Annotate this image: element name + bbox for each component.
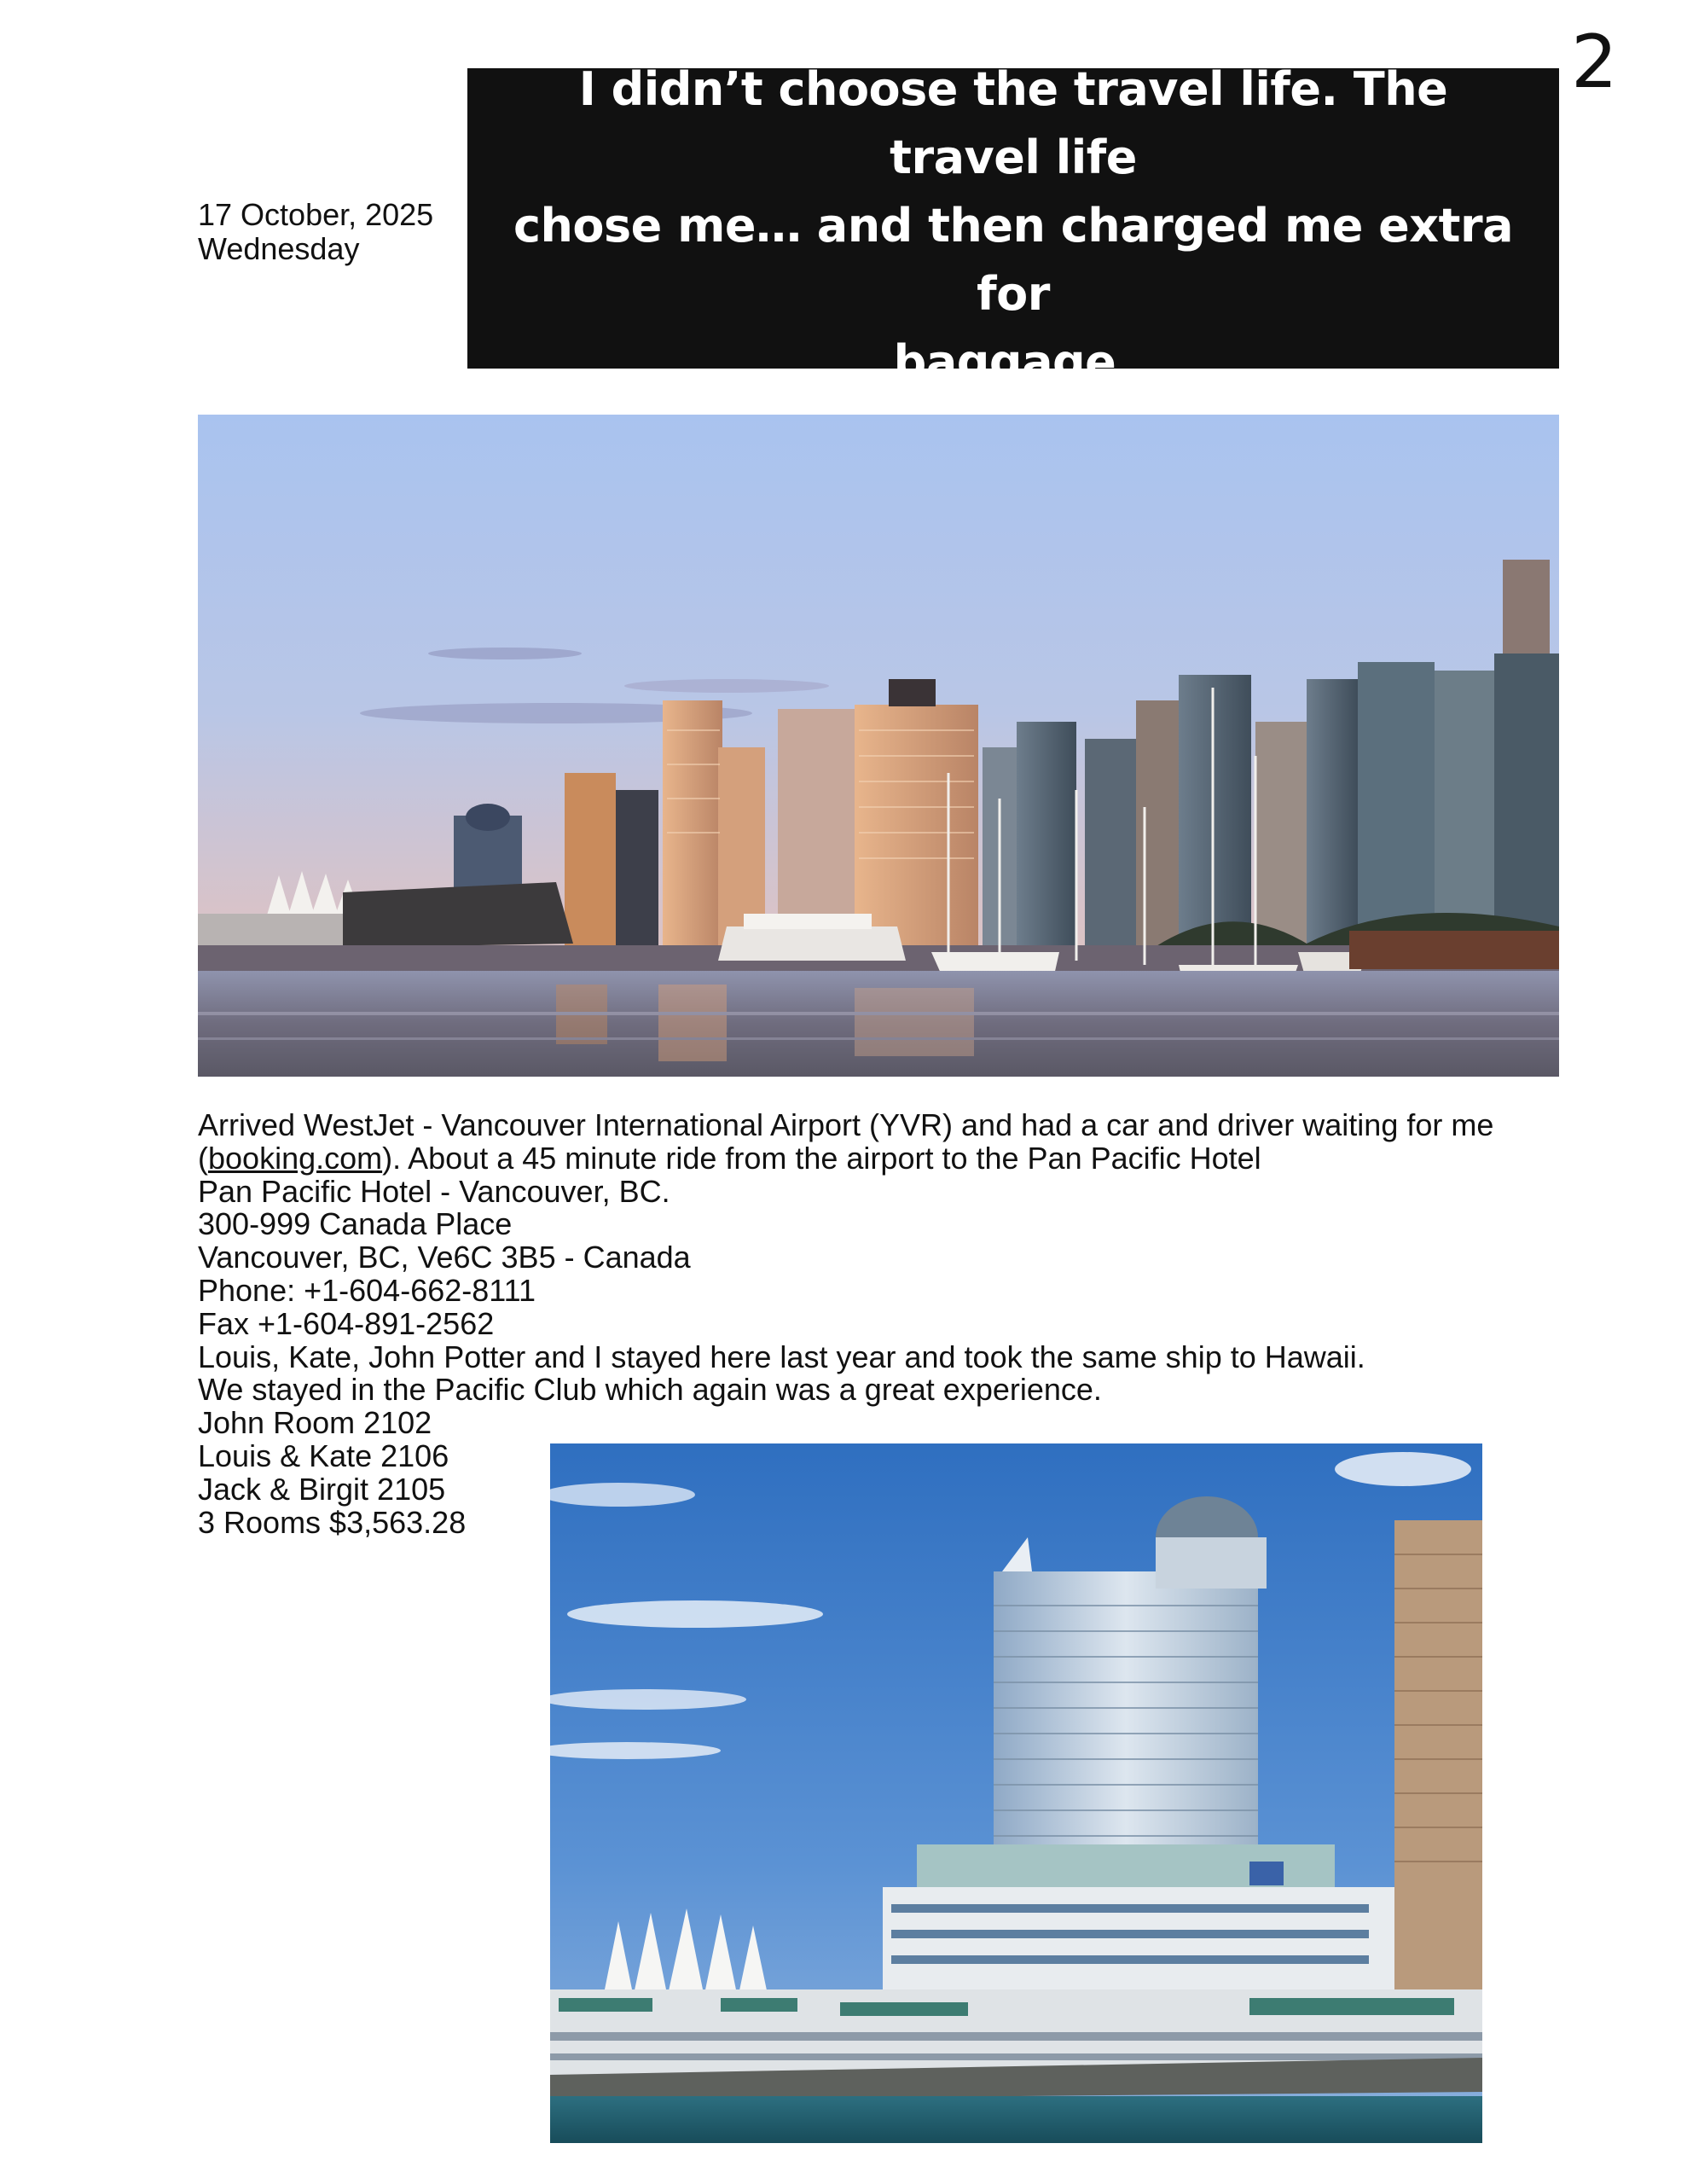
pan-pacific-hotel-photo (550, 1443, 1482, 2143)
paren-open: ( (198, 1140, 208, 1176)
ride-text: ). About a 45 minute ride from the airport to the Pan Pacific Hotel (382, 1140, 1261, 1176)
page-number: 2 (1571, 20, 1618, 105)
booking-link[interactable]: booking.com (208, 1140, 383, 1176)
room-jack-birgit: Jack & Birgit 2105 (198, 1471, 446, 1507)
room-john: John Room 2102 (198, 1405, 432, 1441)
text-line-last-year: Louis, Kate, John Potter and I stayed here last year and took the same ship to Hawaii. (198, 1339, 1365, 1374)
hotel-address-city: Vancouver, BC, Ve6C 3B5 - Canada (198, 1240, 691, 1275)
hotel-address-street: 300-999 Canada Place (198, 1206, 513, 1242)
hotel-illustration (550, 1443, 1482, 2143)
quote-line-2: chose me… and then charged me extra for (513, 199, 1514, 321)
quote-line-3: baggage. (893, 335, 1133, 389)
text-line-booking (198, 1142, 1562, 1176)
quote-line-1: I didn’t choose the travel life. The travel life (578, 62, 1448, 184)
text-line-pacific-club: We stayed in the Pacific Club which again was a great experience. (198, 1372, 1102, 1408)
date-weekday: Wednesday (198, 231, 360, 266)
room-louis-kate: Louis & Kate 2106 (198, 1438, 449, 1473)
date-day: 17 October, 2025 (198, 197, 434, 232)
text-line-arrival: Arrived WestJet - Vancouver International Airport (YVR) and had a car and driver waiting for me (198, 1107, 1494, 1142)
quote-text (501, 55, 1525, 397)
hotel-name: Pan Pacific Hotel - Vancouver, BC. (198, 1173, 670, 1209)
quote-box (467, 62, 1559, 389)
hotel-phone: Phone: +1-604-662-8111 (198, 1272, 536, 1308)
vancouver-skyline-photo (198, 415, 1559, 1077)
skyline-illustration (198, 415, 1559, 1077)
rooms-total: 3 Rooms $3,563.28 (198, 1504, 467, 1540)
hotel-fax: Fax +1-604-891-2562 (198, 1305, 495, 1341)
date-block (198, 198, 433, 266)
